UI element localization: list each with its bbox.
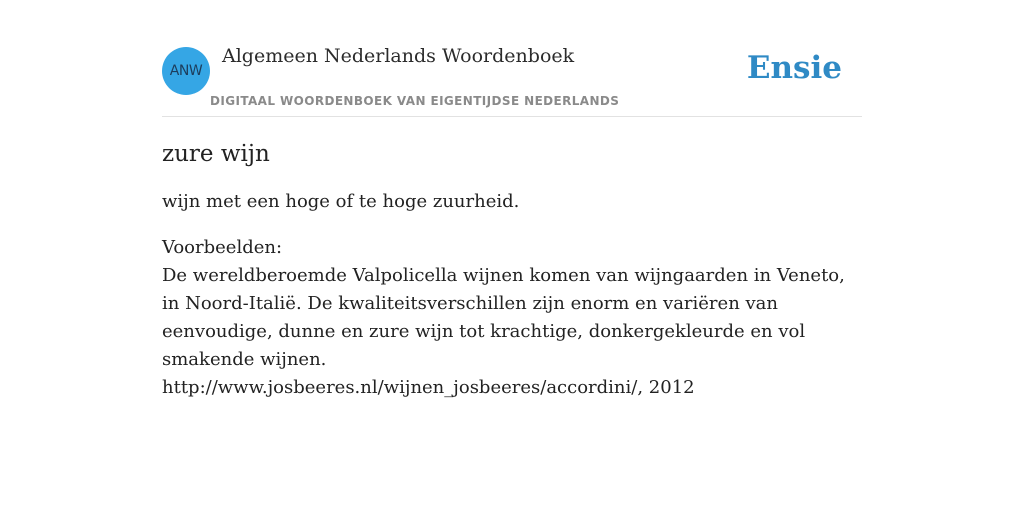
example-text: De wereldberoemde Valpolicella wijnen komen van wijngaarden in Veneto, in Noord-Italië. De kwaliteitsverschillen zijn enorm en variëren van eenvoudige, dunne en zure wijn tot krachtige, donkergekleurde en vol smakende wijnen. [162,265,845,370]
ensie-brand-link[interactable]: Ensie [746,50,842,86]
site-title[interactable]: Algemeen Nederlands Woordenboek [222,45,575,67]
examples-label: Voorbeelden: [162,237,283,258]
entry-examples [162,234,862,402]
entry-content [162,136,862,402]
site-header [162,0,862,117]
logo-text: ANW [169,63,203,79]
example-source: http://www.josbeeres.nl/wijnen_josbeeres/accordini/, 2012 [162,377,695,398]
anw-logo[interactable] [162,47,210,95]
entry-headword: zure wijn [162,141,270,167]
site-subtitle: DIGITAAL WOORDENBOEK VAN EIGENTIJDSE NEDERLANDS [210,94,620,108]
entry-definition: wijn met een hoge of te hoge zuurheid. [162,191,520,212]
